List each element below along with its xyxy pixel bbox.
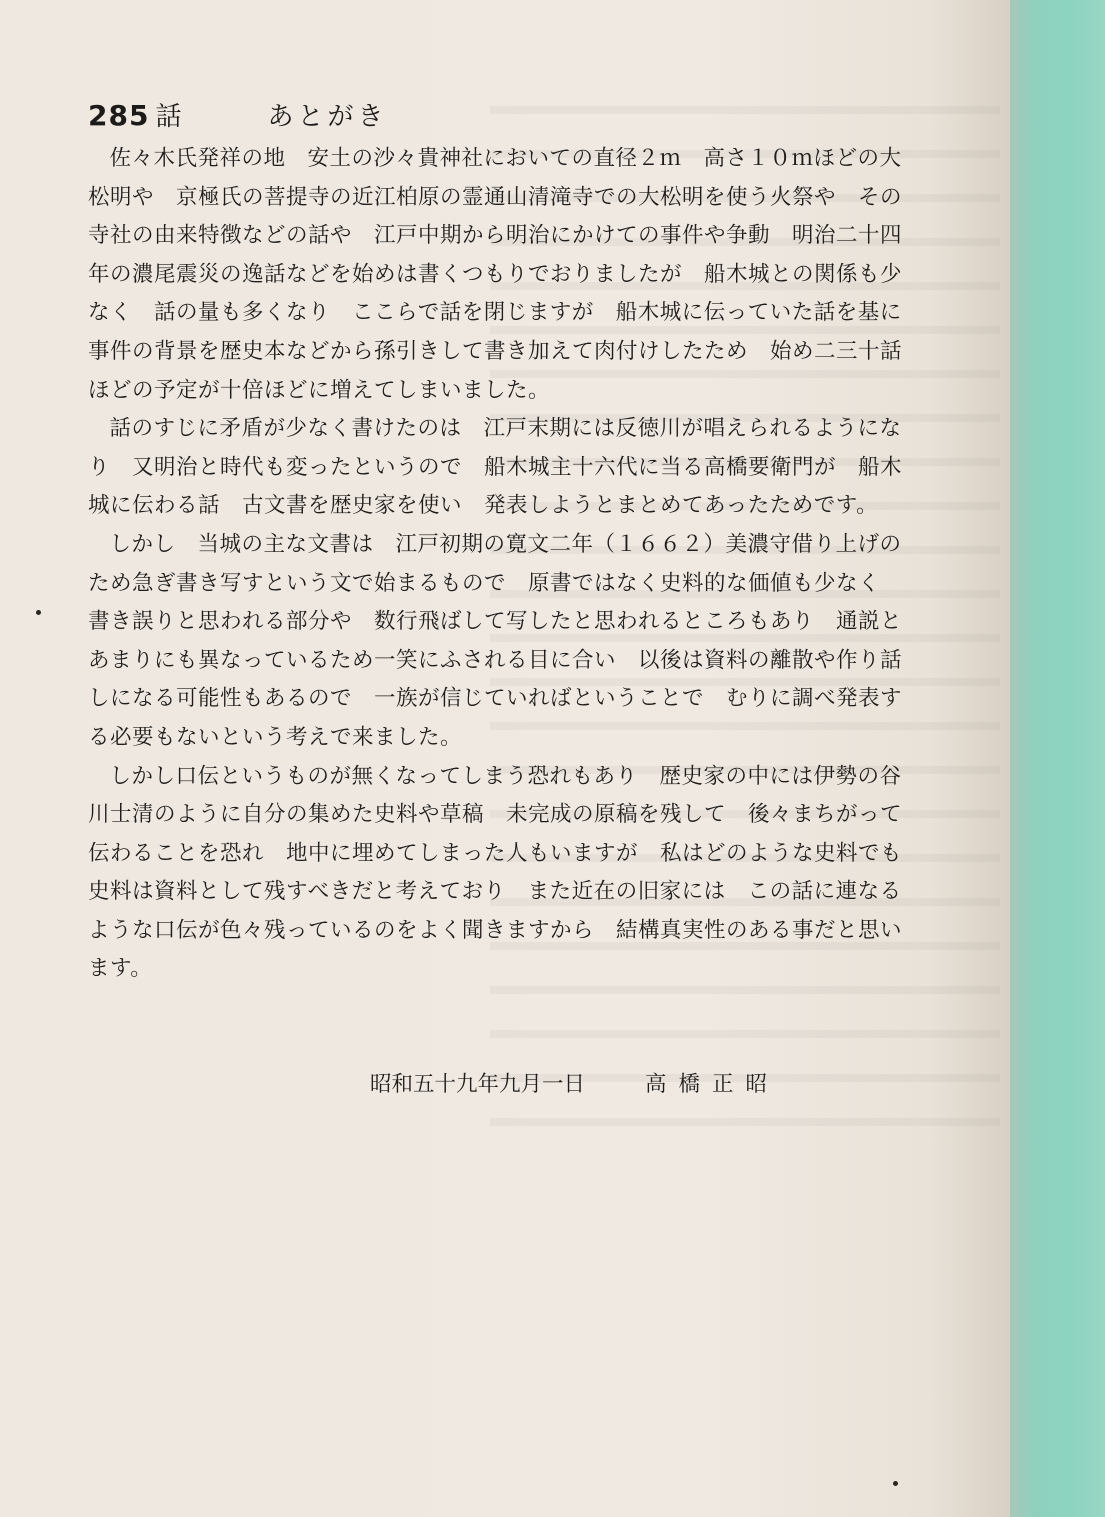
chapter-counter: 話 [155, 102, 182, 132]
chapter-number: 285 [88, 99, 150, 132]
paragraph-4: しかし口伝というものが無くなってしまう恐れもあり 歴史家の中には伊勢の谷川士清のように自分の集めた史料や草稿 未完成の原稿を残して 後々まちがって伝わることを恐れ 地中に埋めてしまった人もいますが 私はどのような史料でも史料は資料として残すべきだと考えており また近在の旧家には この話に連なるような口伝が色々残っているのをよく聞きますから 結構真実性のある事だと思います。 [88, 763, 903, 982]
paragraph-3: しかし 当城の主な文書は 江戸初期の寛文二年（１６６２）美濃守借り上げのため急ぎ書き写すという文で始まるもので 原書ではなく史料的な価値も少なく 書き誤りと思われる部分や 数行飛ばして写したと思われるところもあり 通説とあまりにも異なっているため一笑にふされる目に合い 以後は資料の離散や作り話しになる可能性もあるので 一族が信じていればということで むりに調べ発表する必要もないという考えで来ました。 [88, 531, 903, 750]
paragraph-1: 佐々木氏発祥の地 安土の沙々貴神社においての直径２ｍ 高さ１０ｍほどの大松明や 京極氏の菩提寺の近江柏原の霊通山清滝寺での大松明を使う火祭や その寺社の由来特徴などの話や 江戸中期から明治にかけての事件や争動 明治二十四年の濃尾震災の逸話などを始めは書くつもりでおりましたが 船木城との関係も少なく 話の量も多くなり ここらで話を閉じますが 船木城に伝っていた話を基に 事件の背景を歴史本などから孫引きして書き加えて肉付けしたため 始め二三十話ほどの予定が十倍ほどに増えてしまいました。 [88, 146, 924, 403]
chapter-header [88, 96, 387, 140]
afterword-body [88, 140, 924, 989]
binding-edge [1010, 0, 1105, 1517]
signature-block [370, 1067, 779, 1098]
paragraph-2: 話のすじに矛盾が少なく書けたのは 江戸末期には反徳川が唱えられるようになり 又明治と時代も変ったというので 船木城主十六代に当る高橋要衛門が 船木城に伝わる話 古文書を歴史家を使い 発表しようとまとめてあったためです。 [88, 416, 903, 519]
paper-speck [36, 610, 41, 615]
signature-author: 高橋正昭 [645, 1072, 780, 1097]
signature-date: 昭和五十九年九月一日 [370, 1072, 586, 1097]
paper-speck [893, 1481, 898, 1486]
chapter-title: あとがき [267, 102, 388, 132]
